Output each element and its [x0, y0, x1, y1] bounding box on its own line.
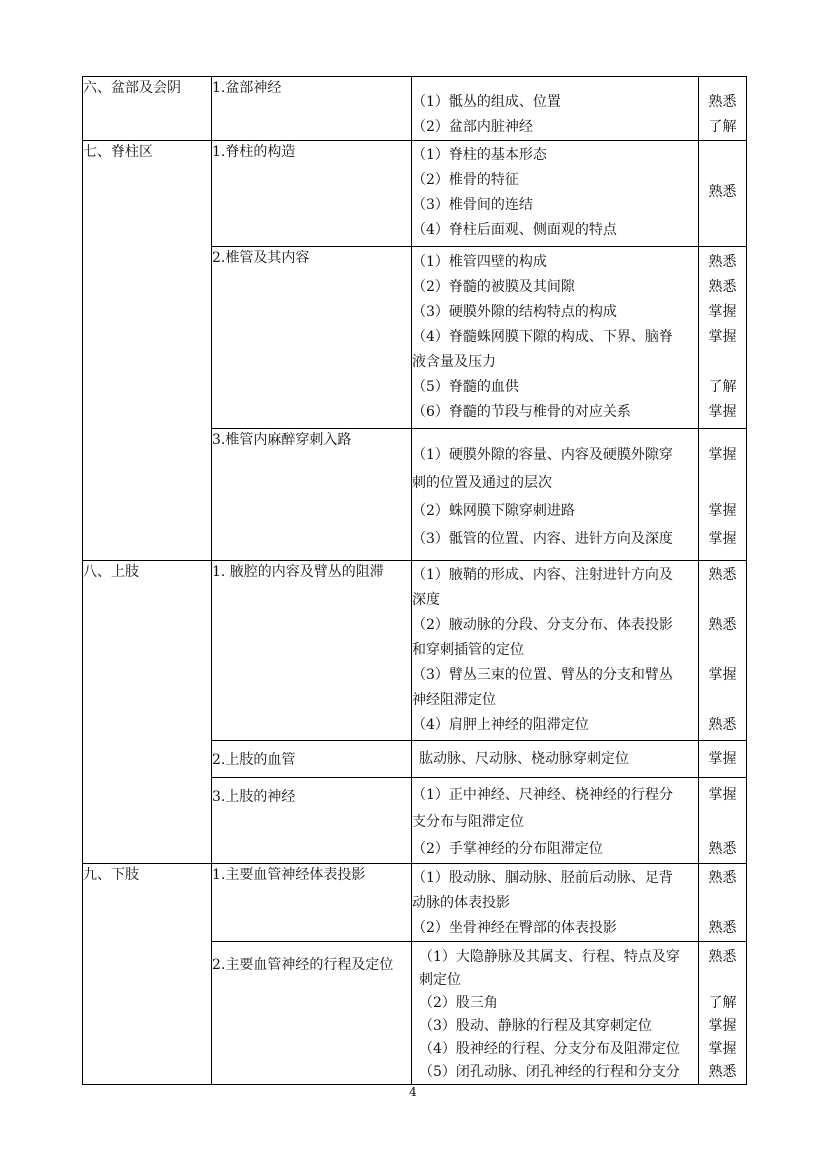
- level-cell: [699, 429, 747, 561]
- content-line: （3）椎骨间的连结: [412, 197, 533, 213]
- content-line: 肱动脉、尺动脉、桡动脉穿刺定位: [419, 750, 629, 767]
- level-value: 熟悉: [708, 717, 737, 733]
- level-cell: [699, 77, 747, 141]
- content-line: （2）股三角: [419, 995, 498, 1011]
- level-value: 熟悉: [708, 254, 737, 270]
- topic-cell: 2.主要血管神经的行程及定位: [212, 942, 412, 1085]
- topic-cell: 1.盆部神经: [212, 77, 412, 141]
- content-line: （1）大隐静脉及其属支、行程、特点及穿: [419, 949, 680, 965]
- level-value: 掌握: [708, 329, 737, 345]
- level-value: 了解: [708, 995, 737, 1011]
- level-value: 熟悉: [708, 841, 737, 857]
- content-line: （1）股动脉、腘动脉、胫前后动脉、足背: [412, 870, 673, 886]
- level-value: 熟悉: [708, 567, 737, 583]
- level-value: 熟悉: [708, 279, 737, 295]
- level-cell: [699, 778, 747, 864]
- section-cell: 七、脊柱区: [83, 141, 212, 561]
- content-cell: [412, 429, 699, 561]
- level-value: 掌握: [708, 1041, 737, 1057]
- topic-cell: 3.上肢的神经: [212, 778, 412, 864]
- level-value: 熟悉: [708, 949, 737, 965]
- level-value: 了解: [708, 119, 737, 135]
- content-line: 液含量及压力: [412, 354, 496, 370]
- content-line: （1）骶丛的组成、位置: [412, 94, 561, 110]
- level-value: 了解: [708, 379, 737, 395]
- content-line: （2）盆部内脏神经: [412, 119, 533, 135]
- level-value: 掌握: [708, 447, 737, 463]
- content-line: （5）闭孔动脉、闭孔神经的行程和分支分: [419, 1064, 680, 1080]
- content-line: （4）肩胛上神经的阻滞定位: [412, 717, 589, 733]
- content-cell: [412, 741, 699, 778]
- content-line: （2）腋动脉的分段、分支分布、体表投影: [412, 617, 673, 633]
- level-value: 熟悉: [708, 94, 737, 110]
- page-number: 4: [409, 1085, 417, 1099]
- content-line: 深度: [412, 592, 440, 608]
- content-line: （3）股动、静脉的行程及其穿刺定位: [419, 1018, 652, 1034]
- level-cell: [699, 942, 747, 1085]
- level-value: 熟悉: [708, 920, 737, 936]
- level-cell: [699, 141, 747, 247]
- level-value: 掌握: [708, 750, 737, 767]
- content-cell: [412, 247, 699, 429]
- level-value: 熟悉: [708, 1064, 737, 1080]
- content-line: （2）坐骨神经在臀部的体表投影: [412, 920, 617, 936]
- level-value: 熟悉: [708, 617, 737, 633]
- level-value: 熟悉: [708, 183, 737, 200]
- topic-cell: 2.上肢的血管: [212, 741, 412, 778]
- content-line: 刺的位置及通过的层次: [412, 475, 552, 491]
- topic-cell: 1. 腋腔的内容及臂丛的阻滞: [212, 561, 412, 741]
- syllabus-table: [82, 76, 747, 1085]
- content-line: （2）蛛网膜下隙穿刺进路: [412, 503, 575, 519]
- level-cell: [699, 741, 747, 778]
- content-line: （2）脊髓的被膜及其间隙: [412, 279, 575, 295]
- content-cell: [412, 141, 699, 247]
- content-cell: [412, 778, 699, 864]
- level-value: 掌握: [708, 404, 737, 420]
- level-value: 掌握: [708, 503, 737, 519]
- content-line: 支分布与阻滞定位: [412, 814, 524, 830]
- level-cell: [699, 864, 747, 942]
- content-line: （3）臂丛三束的位置、臂丛的分支和臂丛: [412, 667, 673, 683]
- level-value: 掌握: [708, 787, 737, 803]
- content-line: 神经阻滞定位: [412, 692, 496, 708]
- table-row: [83, 864, 747, 942]
- section-cell: 九、下肢: [83, 864, 212, 1085]
- content-line: （4）脊髓蛛网膜下隙的构成、下界、脑脊: [412, 329, 673, 345]
- content-line: （5）脊髓的血供: [412, 379, 519, 395]
- topic-cell: 1.主要血管神经体表投影: [212, 864, 412, 942]
- level-value: 掌握: [708, 304, 737, 320]
- content-line: （3）骶管的位置、内容、进针方向及深度: [412, 531, 673, 547]
- level-value: 熟悉: [708, 870, 737, 886]
- content-cell: [412, 942, 699, 1085]
- content-line: 刺定位: [419, 972, 461, 988]
- level-cell: [699, 247, 747, 429]
- content-line: （1）正中神经、尺神经、桡神经的行程分: [412, 787, 673, 803]
- content-line: （6）脊髓的节段与椎骨的对应关系: [412, 404, 631, 420]
- level-value: 掌握: [708, 531, 737, 547]
- content-cell: [412, 561, 699, 741]
- content-line: （1）硬膜外隙的容量、内容及硬膜外隙穿: [412, 447, 673, 463]
- content-line: （1）腋鞘的形成、内容、注射进针方向及: [412, 567, 673, 583]
- level-value: 掌握: [708, 1018, 737, 1034]
- content-cell: [412, 864, 699, 942]
- level-value: 掌握: [708, 667, 737, 683]
- table-row: [83, 77, 747, 141]
- table-row: [83, 561, 747, 741]
- level-cell: [699, 561, 747, 741]
- table-row: [83, 141, 747, 247]
- topic-cell: 1.脊柱的构造: [212, 141, 412, 247]
- content-line: 和穿刺插管的定位: [412, 642, 524, 658]
- topic-cell: 2.椎管及其内容: [212, 247, 412, 429]
- content-line: （4）股神经的行程、分支分布及阻滞定位: [419, 1041, 680, 1057]
- section-cell: 六、盆部及会阴: [83, 77, 212, 141]
- content-line: （2）椎骨的特征: [412, 172, 519, 188]
- content-line: （3）硬膜外隙的结构特点的构成: [412, 304, 617, 320]
- content-line: 动脉的体表投影: [412, 895, 510, 911]
- content-line: （2）手掌神经的分布阻滞定位: [412, 841, 603, 857]
- content-line: （4）脊柱后面观、侧面观的特点: [412, 222, 617, 238]
- section-cell: 八、上肢: [83, 561, 212, 864]
- content-line: （1）脊柱的基本形态: [412, 147, 547, 163]
- topic-cell: 3.椎管内麻醉穿刺入路: [212, 429, 412, 561]
- content-cell: [412, 77, 699, 141]
- content-line: （1）椎管四壁的构成: [412, 254, 547, 270]
